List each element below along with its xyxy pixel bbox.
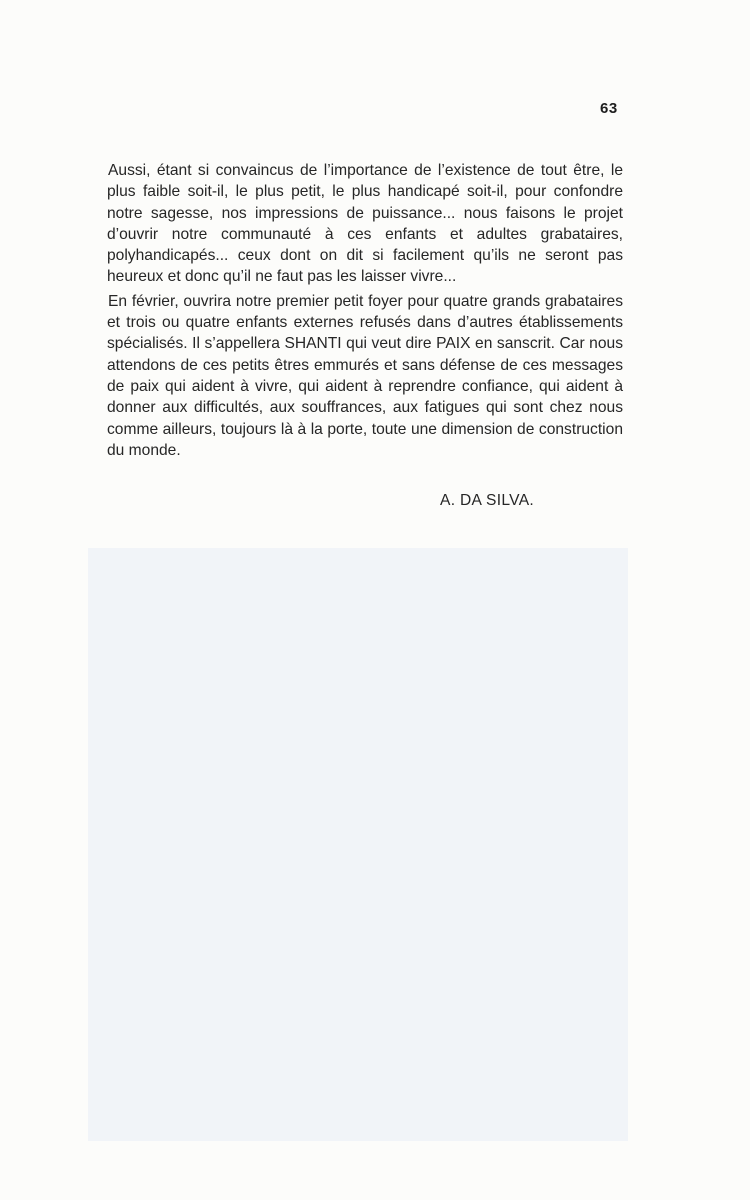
- author-signature: A. DA SILVA.: [440, 492, 535, 509]
- page-number: 63: [600, 100, 618, 117]
- body-text: [107, 160, 623, 461]
- paragraph-1: Aussi, étant si convaincus de l’importance de l’existence de tout être, le plus faible soit-il, le plus petit, le plus handicapé soit-il, pour confondre notre sagesse, nos impressions de puissance... nous faisons le projet d’ouvrir notre communauté à ces enfants et adultes grabataires, polyhandicapés... ceux dont on dit si facilement qu’ils ne seront pas heureux et donc qu’il ne faut pas les laisser vivre...: [107, 162, 623, 286]
- paragraph-2: En février, ouvrira notre premier petit foyer pour quatre grands grabataires et trois ou quatre enfants externes refusés dans d’autres établissements spécialisés. Il s’appellera SHANTI qui veut dire PAIX en sanscrit. Car nous attendons de ces petits êtres emmurés et sans défense de ces messages de paix qui aident à vivre, qui aident à reprendre confiance, qui aident à donner aux difficultés, aux souffrances, aux fatigues qui sont chez nous comme ailleurs, toujours là à la porte, toute une dimension de construction du monde.: [107, 292, 623, 459]
- blank-region: [88, 548, 628, 1141]
